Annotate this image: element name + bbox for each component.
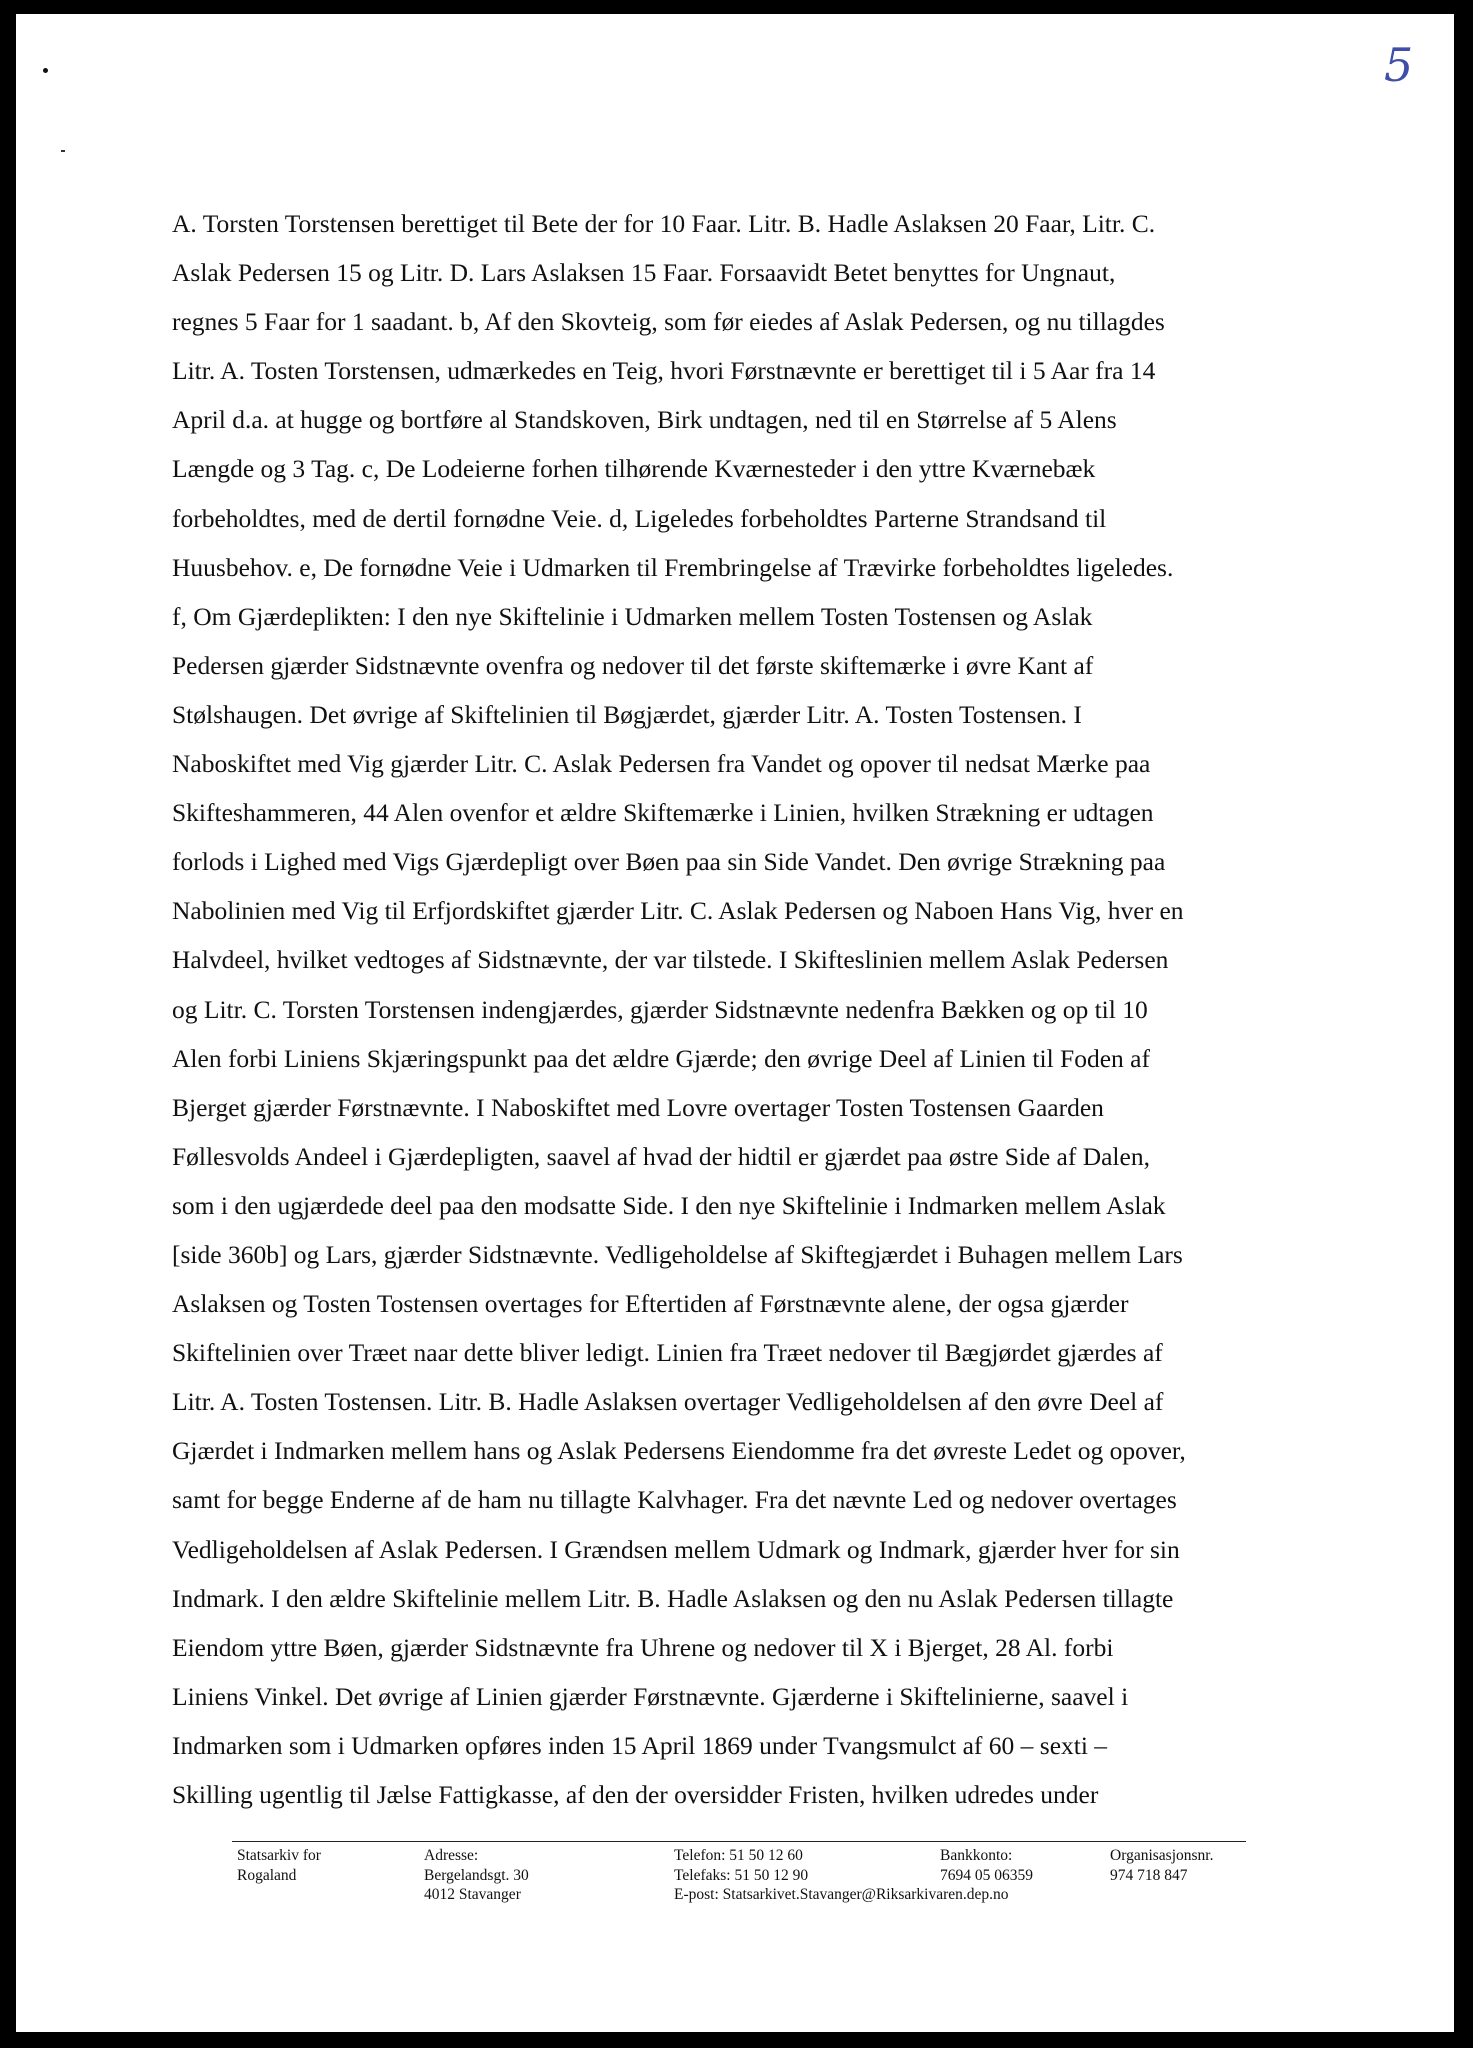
footer-bank <box>940 1846 1033 1885</box>
text-line: regnes 5 Faar for 1 saadant. b, Af den Skovteig, som før eiedes af Aslak Pedersen, og nu tillagdes <box>172 307 1165 337</box>
phone: Telefon: 51 50 12 60 <box>674 1847 803 1864</box>
text-line: f, Om Gjærdeplikten: I den nye Skiftelinie i Udmarken mellem Tosten Tostensen og Aslak <box>172 601 1093 631</box>
text-line: April d.a. at hugge og bortføre al Standskoven, Birk undtagen, ned til en Størrelse af 5 Alens <box>172 405 1117 435</box>
text-line: Bjerget gjærder Førstnævnte. I Naboskiftet med Lovre overtager Tosten Tostensen Gaarden <box>172 1092 1104 1122</box>
text-line: Skifteshammeren, 44 Alen ovenfor et ældre Skiftemærke i Linien, hvilken Strækning er udtagen <box>172 798 1154 828</box>
page-number: 5 <box>1384 38 1414 92</box>
address-label: Adresse: <box>424 1847 479 1864</box>
text-line: A. Torsten Torstensen berettiget til Bete der for 10 Faar. Litr. B. Hadle Aslaksen 20 Faar, Litr. C. <box>172 209 1156 238</box>
text-line: [side 360b] og Lars, gjærder Sidstnævnte. Vedligeholdelse af Skiftegjærdet i Buhagen mellem Lars <box>172 1239 1183 1269</box>
bank-number: 7694 05 06359 <box>940 1866 1033 1884</box>
scan-mark <box>61 150 65 152</box>
text-line: Indmark. I den ældre Skiftelinie mellem Litr. B. Hadle Aslaksen og den nu Aslak Pedersen tillagte <box>172 1583 1174 1613</box>
text-line: Længde og 3 Tag. c, De Lodeierne forhen tilhørende Kværnesteder i den yttre Kværnebæk <box>172 454 1096 484</box>
footer-org <box>1110 1846 1213 1885</box>
text-line: som i den ugjærdede deel paa den modsatte Side. I den nye Skiftelinie i Indmarken mellem Aslak <box>172 1190 1166 1220</box>
footer-institution <box>237 1846 321 1885</box>
text-line: forbeholdtes, med de dertil fornødne Veie. d, Ligeledes forbeholdtes Parterne Strandsand til <box>172 503 1107 533</box>
text-line: Føllesvolds Andeel i Gjærdepligten, saavel af hvad der hidtil er gjærdet paa østre Side af Dalen, <box>172 1141 1150 1171</box>
letterhead-footer <box>232 1841 1246 1903</box>
institution-line: Rogaland <box>237 1866 297 1884</box>
footer-address <box>424 1846 529 1905</box>
scan-mark <box>43 68 48 73</box>
text-line: Stølshaugen. Det øvrige af Skiftelinien til Bøgjærdet, gjærder Litr. A. Tosten Tostensen. I <box>172 699 1082 729</box>
text-line: Aslaksen og Tosten Tostensen overtages for Eftertiden af Førstnævnte alene, der ogsa gjærder <box>172 1289 1129 1319</box>
text-line: Nabolinien med Vig til Erfjordskiftet gjærder Litr. C. Aslak Pedersen og Naboen Hans Vig, hver en <box>172 896 1184 926</box>
bank-label: Bankkonto: <box>940 1847 1013 1864</box>
text-line: Alen forbi Liniens Skjæringspunkt paa det ældre Gjærde; den øvrige Deel af Linien til Foden af <box>172 1043 1150 1073</box>
fax: Telefaks: 51 50 12 90 <box>674 1866 809 1884</box>
text-line: Skiftelinien over Træet naar dette bliver ledigt. Linien fra Træet nedover til Bægjørdet gjærdes af <box>172 1338 1163 1368</box>
text-line: Halvdeel, hvilket vedtoges af Sidstnævnte, der var tilstede. I Skifteslinien mellem Aslak Pedersen <box>172 945 1169 975</box>
email: E-post: Statsarkivet.Stavanger@Riksarkivaren.dep.no <box>674 1886 1009 1903</box>
org-label: Organisasjonsnr. <box>1110 1847 1214 1864</box>
text-line: Eiendom yttre Bøen, gjærder Sidstnævnte fra Uhrene og nedover til X i Bjerget, 28 Al. forbi <box>172 1632 1114 1662</box>
document-page <box>16 14 1454 2032</box>
institution-line: Statsarkiv for <box>237 1847 321 1864</box>
text-line: Liniens Vinkel. Det øvrige af Linien gjærder Førstnævnte. Gjærderne i Skiftelinierne, saavel i <box>172 1681 1129 1711</box>
text-line: Naboskiftet med Vig gjærder Litr. C. Aslak Pedersen fra Vandet og opover til nedsat Mærke paa <box>172 749 1151 779</box>
address-street: Bergelandsgt. 30 <box>424 1866 529 1884</box>
body-text <box>172 199 1318 1819</box>
text-line: Huusbehov. e, De fornødne Veie i Udmarken til Frembringelse af Trævirke forbeholdtes ligeledes. <box>172 552 1174 582</box>
text-line: samt for begge Enderne af de ham nu tillagte Kalvhager. Fra det nævnte Led og nedover overtages <box>172 1485 1177 1515</box>
text-line: Indmarken som i Udmarken opføres inden 15 April 1869 under Tvangsmulct af 60 – sexti – <box>172 1730 1108 1760</box>
text-line: Litr. A. Tosten Tostensen. Litr. B. Hadle Aslaksen overtager Vedligeholdelsen af den øvre Deel af <box>172 1387 1164 1417</box>
text-line: og Litr. C. Torsten Torstensen indengjærdes, gjærder Sidstnævnte nedenfra Bækken og op til 10 <box>172 994 1148 1024</box>
address-city: 4012 Stavanger <box>424 1886 521 1903</box>
text-line: Vedligeholdelsen af Aslak Pedersen. I Grændsen mellem Udmark og Indmark, gjærder hver for sin <box>172 1534 1180 1564</box>
text-line: Gjærdet i Indmarken mellem hans og Aslak Pedersens Eiendomme fra det øvreste Ledet og opover, <box>172 1436 1186 1466</box>
text-line: Litr. A. Tosten Torstensen, udmærkedes en Teig, hvori Førstnævnte er berettiget til i 5 Aar fra 14 <box>172 356 1156 386</box>
text-line: Skilling ugentlig til Jælse Fattigkasse, af den der oversidder Fristen, hvilken udredes under <box>172 1780 1099 1809</box>
text-line: Pedersen gjærder Sidstnævnte ovenfra og nedover til det første skiftemærke i øvre Kant af <box>172 650 1094 680</box>
text-line: forlods i Lighed med Vigs Gjærdepligt over Bøen paa sin Side Vandet. Den øvrige Strækning paa <box>172 847 1166 877</box>
org-number: 974 718 847 <box>1110 1866 1188 1884</box>
text-line: Aslak Pedersen 15 og Litr. D. Lars Aslaksen 15 Faar. Forsaavidt Betet benyttes for Ungnaut, <box>172 258 1116 288</box>
